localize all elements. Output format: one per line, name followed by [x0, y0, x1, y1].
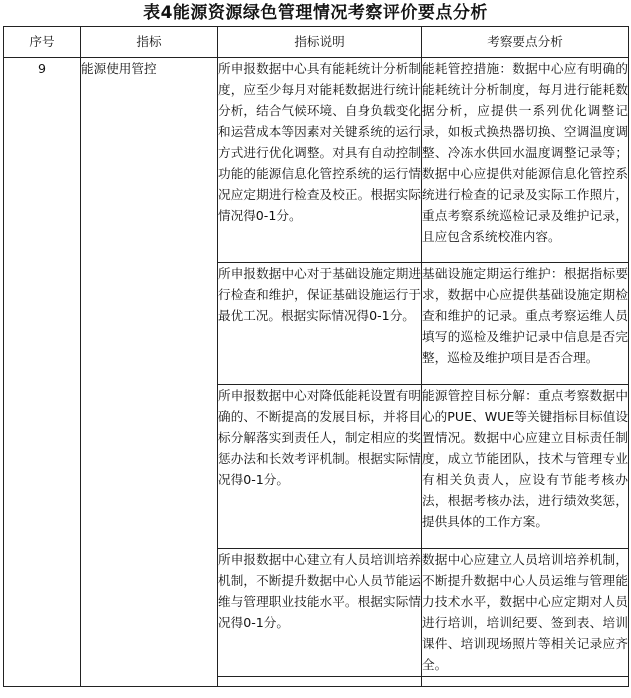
header-analysis: 考察要点分析	[422, 27, 629, 58]
description-cell: 所申报数据中心对于基础设施定期进行检查和维护，保证基础设施运行于最优工况。根据实际情况得0-1分。	[218, 263, 422, 385]
indicator-name: 能源使用管控	[81, 58, 218, 687]
analysis-cell: 能源管控目标分解：重点考察数据中心的PUE、WUE等关键指标目标值设置情况。数据中心应建立目标责任制度，成立节能团队，技术与管理专业有相关负责人，应设有节能考核办法，根据考核办法，进行绩效奖惩，提供具体的工作方案。	[422, 385, 629, 549]
description-cell: 所申报数据中心具有能耗统计分析制度，应至少每月对能耗数据进行统计分析，结合气候环境、自身负载变化和运营成本等因素对关键系统的运行方式进行优化调整。对具有自动控制功能的能源信息化管控系统的运行情况应定期进行检查及校正。根据实际情况得0-1分。	[218, 58, 422, 263]
description-cell: 所申报数据中心建立有人员培训培养机制，不断提升数据中心人员节能运维与管理职业技能水平。根据实际情况得0-1分。	[218, 549, 422, 677]
header-description: 指标说明	[218, 27, 422, 58]
description-cell: 所申报数据中心对降低能耗设置有明确的、不断提高的发展目标，并将目标分解落实到责任人，制定相应的奖惩办法和长效考评机制。根据实际情况得0-1分。	[218, 385, 422, 549]
table-row	[4, 58, 629, 263]
analysis-cell: 基础设施定期运行维护：根据指标要求，数据中心应提供基础设施定期检查和维护的记录。重点考察运维人员填写的巡检及维护记录中信息是否完整，巡检及维护项目是否合理。	[422, 263, 629, 385]
header-indicator: 指标	[81, 27, 218, 58]
table-title: 表4能源资源绿色管理情况考察评价要点分析	[143, 3, 488, 23]
evaluation-table	[3, 26, 629, 687]
row-number: 9	[4, 58, 81, 687]
analysis-cell-empty	[422, 677, 629, 687]
header-no: 序号	[4, 27, 81, 58]
analysis-cell: 数据中心应建立人员培训培养机制，不断提升数据中心人员运维与管理能力技术水平，数据中心应定期对人员进行培训，培训纪要、签到表、培训课件、培训现场照片等相关记录应齐全。	[422, 549, 629, 677]
description-cell-empty	[218, 677, 422, 687]
analysis-cell: 能耗管控措施：数据中心应有明确的能耗统计分析制度，每月进行能耗数据分析，应提供一系列优化调整记录，如板式换热器切换、空调温度调整、冷冻水供回水温度调整记录等；数据中心应提供对能源信息化管控系统进行检查的记录及实际工作照片，重点考察系统巡检记录及维护记录，且应包含系统校准内容。	[422, 58, 629, 263]
header-row	[4, 27, 629, 58]
